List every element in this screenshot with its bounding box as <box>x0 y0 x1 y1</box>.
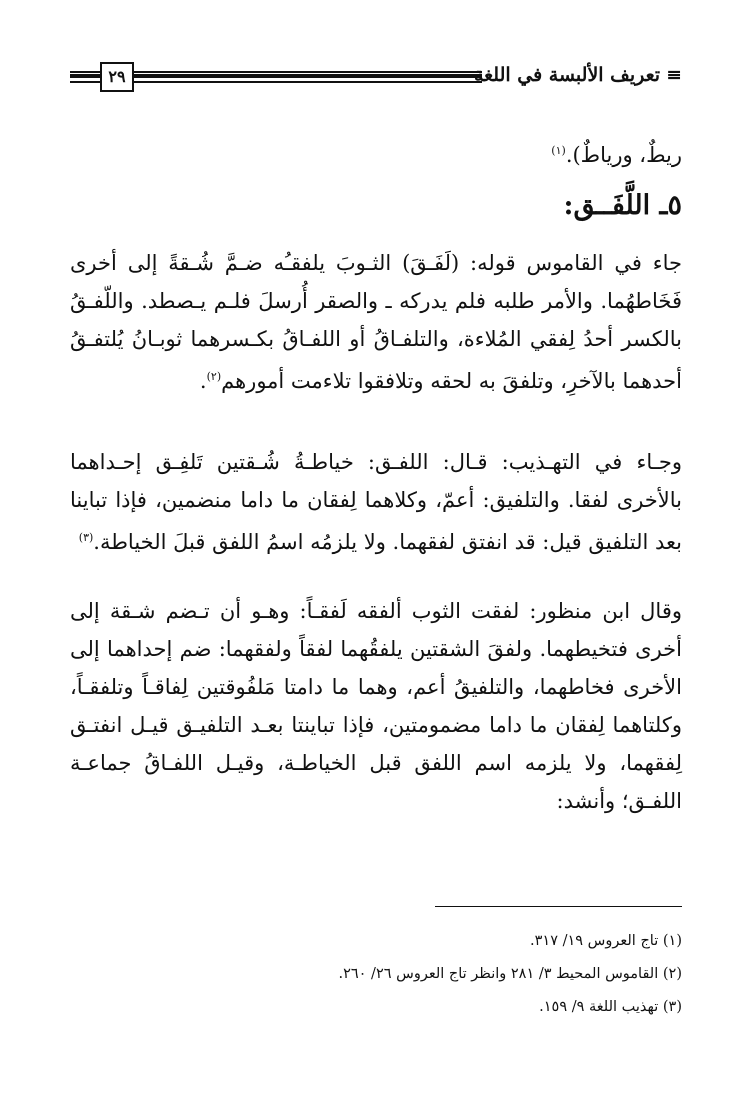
paragraph: وجـاء في التهـذيب: قـال: اللفـق: خياطـةُ شُـقتين تَلفِـق إحـداهما بالأخرى لفقا. والتلفيق: أعمّ، وكلاهما لِفقان ما داما منضمين، فإذا تباينا بعد التلفيق قيل: قد انفتق لفقهما. ولا يلزمُه اسمُ اللفق قبلَ الخياطة.$^{(٣)}$ <box>70 450 682 554</box>
paragraph: جاء في القاموس قوله: (لَفَـقَ) الثـوبَ يلفقـُه ضـمَّ شُـقةً إلى أخرى فَخَاطهُما. والأمر طلبه فلم يدركه ـ والصقر أُرسلَ فلـم يـصطد. واللّفـقُ بالكسر أحدُ لِفقي المُلاءة، والتلفـاقُ أو اللفـاقُ بكـسرهما ثوبـانُ يُلتفـقُ أحدهما بالآخرِ، وتلفقَ به لحقه وتلافقوا تلاءمت أمورهم$^{(٢)}$. <box>70 251 682 393</box>
footnote-ref: (٣) <box>78 531 94 544</box>
section-heading: ٥ـ اللَّفَــق: <box>563 190 682 221</box>
bullet-icon: ≡ <box>666 64 682 86</box>
header-left-rule <box>70 71 100 85</box>
page-number: ٢٩ <box>100 62 134 92</box>
header-rule <box>134 71 482 85</box>
footnote: (٢) القاموس المحيط ٣/ ٢٨١ وانظر تاج العروس ٢٦/ ٢٦٠. <box>338 966 682 982</box>
page-header <box>70 62 682 96</box>
footnote: (١) تاج العروس ١٩/ ٣١٧. <box>530 933 682 949</box>
footnote-ref: (٢) <box>206 370 222 383</box>
continuation-line: ريطٌ، ورياطٌ).$^{(١)}$ <box>551 143 682 167</box>
paragraph: وقال ابن منظور: لفقت الثوب ألفقه لَفقـاً: وهـو أن تـضم شـقة إلى أخرى فتخيطهما. ولفقَ الشقتين يلفقُهما لفقاً ولفقهما: ضم إحداهما إلى الأخرى فخاطهما، والتلفيقُ أعم، وهما ما دامتا مَلفُوقتين لِفاقـاً وتلفقـاً، وكلتاهما لِفقان ما داما مضمومتين، فإذا تباينتا بعـد التلفيـق قيـل انفتـق لِفقهما، ولا يلزمه اسم اللفق قبل الخياطـة، وقيـل اللفـاقُ جماعـة اللفـق؛ وأنشد: <box>70 599 682 813</box>
footnote-divider <box>435 906 682 907</box>
footnote-ref: (١) <box>551 144 566 157</box>
footnotes <box>70 925 682 1024</box>
footnote: (٣) تهذيب اللغة ٩/ ١٥٩. <box>539 999 682 1015</box>
running-title: ≡تعريف الألبسة في اللغة <box>473 64 682 86</box>
